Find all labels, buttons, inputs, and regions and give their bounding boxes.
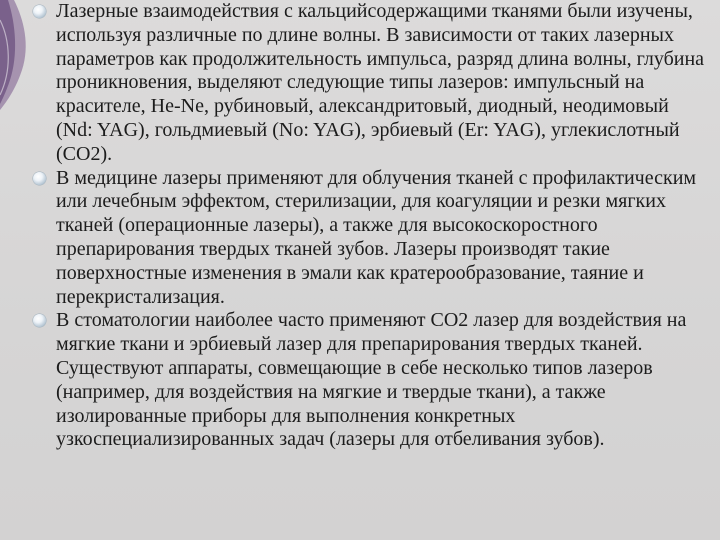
bullet-list: [32, 0, 707, 452]
bullet-text: Лазерные взаимодействия с кальцийсодержащими тканями были изучены, используя различные по длине волны. В зависимости от таких лазерных параметров как продолжительность импульса, разряд длина волны, глубина проникновения, выделяют следующие типы лазеров: импульсный на красителе, He-Ne, рубиновый, александритовый, диодный, неодимовый (Nd: YAG), гольдмиевый (No: YAG), эрбиевый (Er: YAG), углекислотный (CO2).: [56, 0, 705, 165]
bullet-dot-icon: [33, 5, 46, 18]
bullet-item-3: [32, 309, 707, 452]
bullet-item-1: [32, 0, 707, 167]
bullet-dot-icon: [33, 172, 46, 185]
bullet-item-2: [32, 167, 707, 310]
bullet-text: В стоматологии наиболее часто применяют CO2 лазер для воздействия на мягкие ткани и эрбиевый лазер для препарирования твердых тканей. Существуют аппараты, совмещающие в себе несколько типов лазеров (например, для воздействия на мягкие и твердые ткани), а также изолированные приборы для выполнения конкретных узкоспециализированных задач (лазеры для отбеливания зубов).: [56, 309, 687, 451]
bullet-dot-icon: [33, 314, 46, 327]
bullet-text: В медицине лазеры применяют для облучения тканей с профилактическим или лечебным эффектом, стерилизации, для коагуляции и резки мягких тканей (операционные лазеры), а также для высокоскоростного препарирования твердых тканей зубов. Лазеры производят такие поверхностные изменения в эмали как кратерообразование, таяние и перекристализация.: [56, 166, 697, 308]
